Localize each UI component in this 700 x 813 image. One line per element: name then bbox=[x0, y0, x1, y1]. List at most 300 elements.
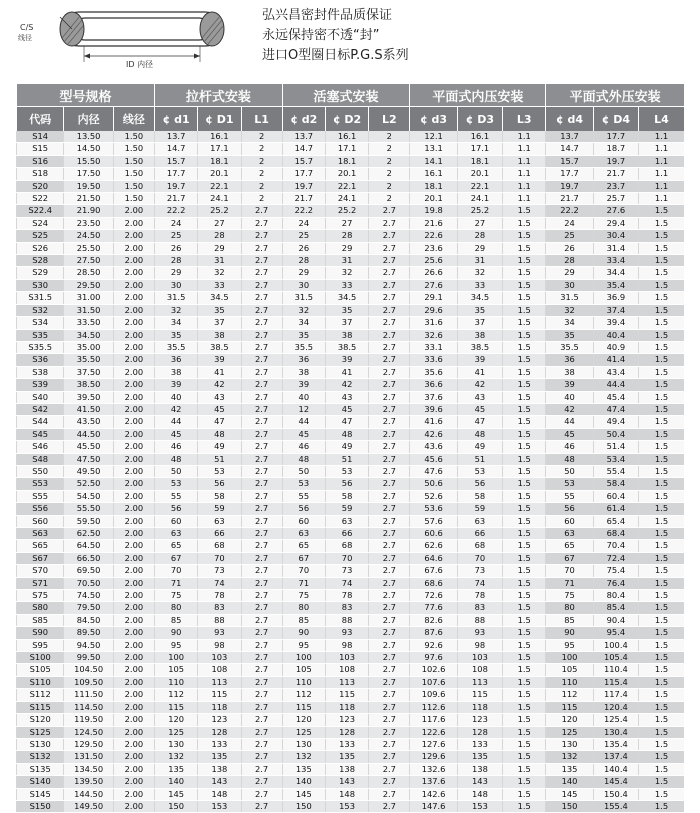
table-cell: 2.7 bbox=[369, 701, 410, 713]
table-cell: 2 bbox=[369, 180, 410, 192]
table-cell: 2.00 bbox=[113, 317, 154, 329]
table-cell: 112.6 bbox=[410, 701, 457, 713]
table-cell: 2.7 bbox=[369, 292, 410, 304]
table-cell: 147.6 bbox=[410, 800, 457, 812]
table-cell: 2.7 bbox=[369, 230, 410, 242]
group-header: 活塞式安装 bbox=[282, 84, 410, 107]
table-cell: 12.1 bbox=[410, 131, 457, 143]
table-cell: 125.4 bbox=[593, 714, 638, 726]
table-cell: 39 bbox=[155, 379, 198, 391]
table-cell: 17.50 bbox=[64, 168, 113, 180]
table-cell: 2.00 bbox=[113, 255, 154, 267]
table-cell: 130 bbox=[546, 738, 593, 750]
table-cell: 32.6 bbox=[410, 329, 457, 341]
column-header: ¢ D1 bbox=[198, 107, 241, 132]
table-cell: 128 bbox=[198, 726, 241, 738]
table-cell: 66.50 bbox=[64, 552, 113, 564]
table-cell: 50.6 bbox=[410, 478, 457, 490]
table-cell: 1.5 bbox=[639, 255, 684, 267]
table-cell: 2.00 bbox=[113, 528, 154, 540]
table-cell: 137.4 bbox=[593, 751, 638, 763]
table-cell: 115 bbox=[325, 689, 368, 701]
table-cell: 2.00 bbox=[113, 329, 154, 341]
table-cell: 27.50 bbox=[64, 255, 113, 267]
table-cell: 2.7 bbox=[241, 751, 282, 763]
table-cell: 53 bbox=[198, 465, 241, 477]
table-row bbox=[17, 131, 685, 143]
table-cell: 2.7 bbox=[369, 217, 410, 229]
table-cell: 1.5 bbox=[503, 577, 546, 589]
table-cell: 1.5 bbox=[639, 453, 684, 465]
table-cell: 24.1 bbox=[457, 193, 502, 205]
table-cell: 1.5 bbox=[503, 428, 546, 440]
table-cell: 25.2 bbox=[325, 205, 368, 217]
table-cell: 41 bbox=[325, 366, 368, 378]
table-cell: 88 bbox=[325, 614, 368, 626]
table-cell: 1.5 bbox=[503, 478, 546, 490]
table-cell: 22.1 bbox=[325, 180, 368, 192]
table-cell: 1.1 bbox=[503, 155, 546, 167]
table-cell: 113 bbox=[325, 676, 368, 688]
table-cell: 2.00 bbox=[113, 453, 154, 465]
table-cell: 46 bbox=[155, 441, 198, 453]
table-cell: 2.00 bbox=[113, 565, 154, 577]
table-cell: 1.1 bbox=[503, 143, 546, 155]
table-cell: 1.5 bbox=[639, 652, 684, 664]
table-row bbox=[17, 652, 685, 664]
column-header: ¢ D4 bbox=[593, 107, 638, 132]
table-row bbox=[17, 143, 685, 155]
table-cell: 1.5 bbox=[503, 341, 546, 353]
table-cell: 66 bbox=[198, 528, 241, 540]
table-cell: 1.5 bbox=[639, 292, 684, 304]
table-cell: 47 bbox=[198, 416, 241, 428]
table-cell: 1.5 bbox=[503, 416, 546, 428]
table-cell: 31.5 bbox=[546, 292, 593, 304]
table-cell: 59 bbox=[457, 503, 502, 515]
table-cell: 15.50 bbox=[64, 155, 113, 167]
table-cell: 70 bbox=[325, 552, 368, 564]
table-cell: 17.7 bbox=[282, 168, 325, 180]
table-cell: 34.5 bbox=[198, 292, 241, 304]
table-cell: 138 bbox=[198, 763, 241, 775]
table-row bbox=[17, 155, 685, 167]
group-header: 平面式外压安装 bbox=[546, 84, 684, 107]
table-cell: 27.6 bbox=[410, 279, 457, 291]
table-row bbox=[17, 627, 685, 639]
table-cell: 2.00 bbox=[113, 714, 154, 726]
table-cell: 1.5 bbox=[503, 528, 546, 540]
table-cell: 2.7 bbox=[241, 391, 282, 403]
table-cell: 35.5 bbox=[282, 341, 325, 353]
table-cell: 145 bbox=[282, 788, 325, 800]
table-cell: 36 bbox=[155, 354, 198, 366]
table-cell: 2.7 bbox=[369, 714, 410, 726]
table-cell: 1.5 bbox=[503, 279, 546, 291]
table-cell: 100 bbox=[155, 652, 198, 664]
table-cell: 143 bbox=[325, 776, 368, 788]
table-cell: 1.5 bbox=[639, 552, 684, 564]
table-cell: 2.00 bbox=[113, 478, 154, 490]
table-cell: 2.7 bbox=[241, 478, 282, 490]
group-header: 型号规格 bbox=[17, 84, 155, 107]
table-cell: S44 bbox=[17, 416, 64, 428]
table-cell: 1.5 bbox=[639, 366, 684, 378]
table-cell: 2.7 bbox=[241, 800, 282, 812]
table-cell: 1.5 bbox=[639, 391, 684, 403]
table-cell: 2.00 bbox=[113, 242, 154, 254]
table-cell: 64.50 bbox=[64, 540, 113, 552]
table-cell: 53.4 bbox=[593, 453, 638, 465]
table-cell: 25 bbox=[546, 230, 593, 242]
table-cell: 33.1 bbox=[410, 341, 457, 353]
table-cell: 1.5 bbox=[639, 441, 684, 453]
table-cell: 2.00 bbox=[113, 416, 154, 428]
table-cell: 13.1 bbox=[410, 143, 457, 155]
table-cell: 2.7 bbox=[241, 577, 282, 589]
table-cell: 2.00 bbox=[113, 751, 154, 763]
table-cell: 2.00 bbox=[113, 676, 154, 688]
table-cell: 1.50 bbox=[113, 168, 154, 180]
table-cell: 1.5 bbox=[503, 602, 546, 614]
table-cell: 70 bbox=[198, 552, 241, 564]
table-row bbox=[17, 676, 685, 688]
table-cell: 28 bbox=[457, 230, 502, 242]
table-cell: 49 bbox=[325, 441, 368, 453]
table-row bbox=[17, 602, 685, 614]
table-cell: 1.5 bbox=[503, 503, 546, 515]
table-row bbox=[17, 738, 685, 750]
table-cell: 149.50 bbox=[64, 800, 113, 812]
table-cell: 56 bbox=[155, 503, 198, 515]
table-cell: 2.7 bbox=[369, 391, 410, 403]
table-cell: 2.7 bbox=[241, 627, 282, 639]
table-cell: 60 bbox=[155, 515, 198, 527]
table-cell: 15.7 bbox=[155, 155, 198, 167]
table-row bbox=[17, 379, 685, 391]
table-cell: 1.5 bbox=[503, 366, 546, 378]
slogan bbox=[262, 6, 409, 66]
table-cell: 2.7 bbox=[241, 490, 282, 502]
table-cell: 38 bbox=[457, 329, 502, 341]
table-cell: 75.4 bbox=[593, 565, 638, 577]
table-cell: 26 bbox=[282, 242, 325, 254]
table-cell: 1.1 bbox=[639, 193, 684, 205]
table-cell: 2.00 bbox=[113, 428, 154, 440]
table-cell: 52.6 bbox=[410, 490, 457, 502]
table-cell: 68.6 bbox=[410, 577, 457, 589]
table-cell: 1.5 bbox=[503, 490, 546, 502]
table-cell: 2 bbox=[241, 180, 282, 192]
table-cell: 1.5 bbox=[639, 701, 684, 713]
table-cell: 35 bbox=[546, 329, 593, 341]
table-cell: 2 bbox=[241, 155, 282, 167]
table-cell: 74 bbox=[457, 577, 502, 589]
table-cell: S29 bbox=[17, 267, 64, 279]
table-cell: 42.6 bbox=[410, 428, 457, 440]
table-cell: 85 bbox=[155, 614, 198, 626]
table-cell: 31.6 bbox=[410, 317, 457, 329]
table-cell: 1.5 bbox=[639, 428, 684, 440]
table-cell: 135 bbox=[198, 751, 241, 763]
table-cell: 17.7 bbox=[546, 168, 593, 180]
table-cell: 50.4 bbox=[593, 428, 638, 440]
table-cell: 24.50 bbox=[64, 230, 113, 242]
table-cell: 2.7 bbox=[241, 230, 282, 242]
table-cell: 18.1 bbox=[410, 180, 457, 192]
table-cell: 115 bbox=[198, 689, 241, 701]
table-cell: 2.7 bbox=[241, 689, 282, 701]
table-cell: 2.7 bbox=[241, 676, 282, 688]
table-cell: 40 bbox=[155, 391, 198, 403]
table-cell: 27 bbox=[457, 217, 502, 229]
table-cell: 2.7 bbox=[369, 689, 410, 701]
table-cell: 2.7 bbox=[241, 664, 282, 676]
table-cell: 1.5 bbox=[503, 676, 546, 688]
table-cell: S24 bbox=[17, 217, 64, 229]
table-cell: 103 bbox=[457, 652, 502, 664]
table-cell: 2.7 bbox=[369, 788, 410, 800]
table-cell: S31.5 bbox=[17, 292, 64, 304]
table-cell: 55.50 bbox=[64, 503, 113, 515]
table-cell: 39.4 bbox=[593, 317, 638, 329]
table-cell: 47.4 bbox=[593, 403, 638, 415]
table-cell: S14 bbox=[17, 131, 64, 143]
table-cell: 39 bbox=[546, 379, 593, 391]
table-cell: 2.7 bbox=[241, 304, 282, 316]
table-cell: 2 bbox=[369, 193, 410, 205]
table-row bbox=[17, 304, 685, 316]
table-cell: 47.50 bbox=[64, 453, 113, 465]
table-cell: 2.7 bbox=[241, 540, 282, 552]
table-cell: 38.5 bbox=[457, 341, 502, 353]
table-cell: 35 bbox=[325, 304, 368, 316]
table-cell: 2.00 bbox=[113, 664, 154, 676]
table-cell: 53 bbox=[546, 478, 593, 490]
table-cell: S36 bbox=[17, 354, 64, 366]
table-cell: 16.1 bbox=[198, 131, 241, 143]
slogan-line: 弘兴昌密封件品质保证 bbox=[262, 8, 393, 23]
table-cell: 2.7 bbox=[369, 552, 410, 564]
table-cell: 62.50 bbox=[64, 528, 113, 540]
column-header: L4 bbox=[639, 107, 684, 132]
table-cell: 2.7 bbox=[241, 428, 282, 440]
table-cell: 19.8 bbox=[410, 205, 457, 217]
table-cell: 49 bbox=[198, 441, 241, 453]
table-cell: 2.7 bbox=[369, 490, 410, 502]
table-cell: 2.7 bbox=[369, 528, 410, 540]
table-cell: 125 bbox=[546, 726, 593, 738]
table-cell: 120 bbox=[546, 714, 593, 726]
table-cell: 77.6 bbox=[410, 602, 457, 614]
table-cell: 68 bbox=[198, 540, 241, 552]
table-cell: 2.7 bbox=[241, 441, 282, 453]
table-cell: 65.4 bbox=[593, 515, 638, 527]
table-cell: 1.5 bbox=[503, 726, 546, 738]
table-cell: 57.6 bbox=[410, 515, 457, 527]
table-cell: 45.50 bbox=[64, 441, 113, 453]
table-cell: 2.7 bbox=[241, 614, 282, 626]
table-cell: 66 bbox=[457, 528, 502, 540]
table-cell: 1.50 bbox=[113, 143, 154, 155]
table-cell: 33.6 bbox=[410, 354, 457, 366]
table-cell: 37 bbox=[198, 317, 241, 329]
table-cell: 112 bbox=[546, 689, 593, 701]
table-cell: 56 bbox=[457, 478, 502, 490]
table-cell: 30 bbox=[546, 279, 593, 291]
table-cell: 38 bbox=[282, 366, 325, 378]
table-cell: S150 bbox=[17, 800, 64, 812]
table-cell: 34.5 bbox=[457, 292, 502, 304]
table-cell: 31.5 bbox=[155, 292, 198, 304]
table-cell: 32 bbox=[546, 304, 593, 316]
table-cell: 45 bbox=[155, 428, 198, 440]
table-cell: 73 bbox=[457, 565, 502, 577]
table-cell: 45.4 bbox=[593, 391, 638, 403]
table-cell: 132 bbox=[282, 751, 325, 763]
table-cell: 2.7 bbox=[241, 602, 282, 614]
table-row bbox=[17, 590, 685, 602]
table-cell: 44 bbox=[155, 416, 198, 428]
table-cell: 1.5 bbox=[639, 230, 684, 242]
table-cell: 98 bbox=[198, 639, 241, 651]
table-cell: 14.50 bbox=[64, 143, 113, 155]
table-cell: 36.9 bbox=[593, 292, 638, 304]
table-cell: 128 bbox=[325, 726, 368, 738]
table-cell: 70.50 bbox=[64, 577, 113, 589]
table-cell: 38.5 bbox=[325, 341, 368, 353]
table-cell: 56 bbox=[325, 478, 368, 490]
table-cell: 72.4 bbox=[593, 552, 638, 564]
table-cell: 103 bbox=[198, 652, 241, 664]
table-cell: 1.5 bbox=[503, 590, 546, 602]
table-cell: 112 bbox=[155, 689, 198, 701]
table-cell: 51.4 bbox=[593, 441, 638, 453]
table-cell: 2.7 bbox=[241, 329, 282, 341]
table-cell: 143 bbox=[457, 776, 502, 788]
table-cell: S40 bbox=[17, 391, 64, 403]
table-cell: 17.7 bbox=[155, 168, 198, 180]
table-cell: 45 bbox=[546, 428, 593, 440]
table-cell: 63 bbox=[282, 528, 325, 540]
table-cell: 2.7 bbox=[241, 217, 282, 229]
table-row bbox=[17, 255, 685, 267]
table-cell: 24.1 bbox=[198, 193, 241, 205]
table-cell: 2.7 bbox=[241, 763, 282, 775]
table-cell: 1.50 bbox=[113, 193, 154, 205]
table-row bbox=[17, 168, 685, 180]
table-cell: 19.7 bbox=[546, 180, 593, 192]
table-cell: 36 bbox=[282, 354, 325, 366]
table-cell: 2.7 bbox=[369, 329, 410, 341]
table-cell: 1.5 bbox=[639, 565, 684, 577]
table-cell: S132 bbox=[17, 751, 64, 763]
table-cell: 1.5 bbox=[503, 788, 546, 800]
table-cell: 59 bbox=[198, 503, 241, 515]
table-row bbox=[17, 528, 685, 540]
table-cell: 143 bbox=[198, 776, 241, 788]
table-cell: 140 bbox=[155, 776, 198, 788]
table-cell: 2.00 bbox=[113, 503, 154, 515]
table-cell: 2.00 bbox=[113, 602, 154, 614]
table-cell: 24 bbox=[546, 217, 593, 229]
table-cell: 17.1 bbox=[457, 143, 502, 155]
table-cell: 75 bbox=[282, 590, 325, 602]
table-cell: S42 bbox=[17, 403, 64, 415]
table-cell: 1.5 bbox=[503, 552, 546, 564]
table-cell: 2.00 bbox=[113, 366, 154, 378]
table-cell: 26 bbox=[155, 242, 198, 254]
table-cell: 2.7 bbox=[241, 453, 282, 465]
table-cell: S35.5 bbox=[17, 341, 64, 353]
table-cell: 150 bbox=[155, 800, 198, 812]
table-cell: 13.7 bbox=[546, 131, 593, 143]
table-cell: 1.5 bbox=[639, 403, 684, 415]
table-cell: 15.7 bbox=[282, 155, 325, 167]
table-cell: 2.00 bbox=[113, 614, 154, 626]
column-header: L3 bbox=[503, 107, 546, 132]
table-cell: 2.7 bbox=[369, 565, 410, 577]
table-cell: 135 bbox=[325, 751, 368, 763]
table-cell: 29 bbox=[546, 267, 593, 279]
table-cell: 17.1 bbox=[198, 143, 241, 155]
table-cell: S140 bbox=[17, 776, 64, 788]
table-cell: 1.5 bbox=[503, 701, 546, 713]
table-cell: 1.5 bbox=[639, 540, 684, 552]
table-cell: 85 bbox=[546, 614, 593, 626]
table-cell: S20 bbox=[17, 180, 64, 192]
table-cell: 99.50 bbox=[64, 652, 113, 664]
table-cell: 1.5 bbox=[503, 714, 546, 726]
table-cell: 123 bbox=[198, 714, 241, 726]
table-cell: 34 bbox=[546, 317, 593, 329]
table-row bbox=[17, 416, 685, 428]
table-cell: 25.50 bbox=[64, 242, 113, 254]
table-row bbox=[17, 515, 685, 527]
table-cell: 1.50 bbox=[113, 180, 154, 192]
table-cell: 78 bbox=[198, 590, 241, 602]
table-cell: 2.7 bbox=[369, 751, 410, 763]
table-cell: 2.00 bbox=[113, 403, 154, 415]
table-cell: S18 bbox=[17, 168, 64, 180]
table-cell: 1.5 bbox=[639, 590, 684, 602]
table-cell: 113 bbox=[198, 676, 241, 688]
table-cell: S25 bbox=[17, 230, 64, 242]
table-cell: 21.50 bbox=[64, 193, 113, 205]
table-cell: 29 bbox=[325, 242, 368, 254]
table-cell: 2.7 bbox=[369, 676, 410, 688]
table-cell: 2.00 bbox=[113, 590, 154, 602]
table-cell: 43.6 bbox=[410, 441, 457, 453]
table-cell: 98 bbox=[457, 639, 502, 651]
table-cell: 35.5 bbox=[155, 341, 198, 353]
table-row bbox=[17, 366, 685, 378]
table-cell: 17.7 bbox=[593, 131, 638, 143]
table-cell: 133 bbox=[325, 738, 368, 750]
table-cell: 1.5 bbox=[503, 776, 546, 788]
table-row bbox=[17, 329, 685, 341]
table-cell: 1.1 bbox=[503, 168, 546, 180]
table-cell: 21.6 bbox=[410, 217, 457, 229]
table-cell: 31.5 bbox=[282, 292, 325, 304]
table-cell: 1.5 bbox=[639, 627, 684, 639]
table-cell: 2 bbox=[369, 143, 410, 155]
table-cell: 29.50 bbox=[64, 279, 113, 291]
table-cell: 2.00 bbox=[113, 788, 154, 800]
table-cell: 2.7 bbox=[369, 379, 410, 391]
table-cell: 2.00 bbox=[113, 689, 154, 701]
table-cell: 1.5 bbox=[639, 602, 684, 614]
